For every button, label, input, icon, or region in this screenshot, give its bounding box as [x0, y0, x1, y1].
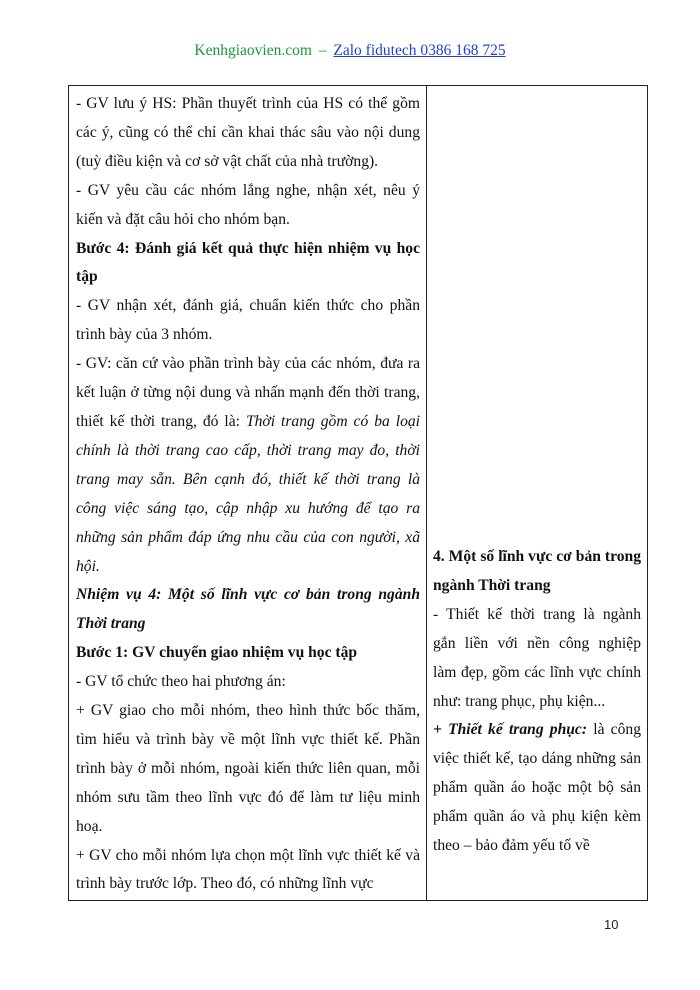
paragraph-evaluate: - GV nhận xét, đánh giá, chuẩn kiến thức cho phần trình bày của 3 nhóm.	[76, 297, 420, 344]
paragraph-conclusion	[76, 350, 420, 581]
conclusion-italic: Thời trang gồm có ba loại chính là thời trang cao cấp, thời trang may đo, thời trang may sẵn. Bên cạnh đó, thiết kế thời trang là công việc sáng tạo, cập nhập xu hướng để tạo ra những sản phẩm đáp ứng nhu cầu của con người, xã hội.	[76, 412, 420, 575]
paragraph-listen: - GV yêu cầu các nhóm lắng nghe, nhận xét, nêu ý kiến và đặt câu hỏi cho nhóm bạn.	[76, 181, 420, 228]
paragraph-option-1: + GV giao cho mỗi nhóm, theo hình thức bốc thăm, tìm hiểu và trình bày về một lĩnh vực thiết kế. Phần trình bày ở mỗi nhóm, ngoài kiến thức liên quan, mỗi nhóm sưu tầm theo lĩnh vực đó để làm tư liệu minh hoạ.	[76, 702, 420, 835]
column-divider	[426, 86, 427, 900]
content-cell	[433, 543, 641, 861]
costume-design-text: là công việc thiết kế, tạo dáng những sản phẩm quần áo hoặc một bộ sản phẩm quần áo và phụ kiện kèm theo – bảo đảm yếu tố về	[433, 721, 641, 855]
paragraph-options: - GV tổ chức theo hai phương án:	[76, 673, 286, 691]
lesson-table	[68, 85, 648, 901]
step1-heading: Bước 1: GV chuyển giao nhiệm vụ học tập	[76, 644, 358, 662]
section4-heading: 4. Một số lĩnh vực cơ bản trong ngành Thời trang	[433, 548, 641, 594]
header-contact-link[interactable]: Zalo fidutech 0386 168 725	[333, 42, 506, 59]
header-site-link[interactable]: Kenhgiaovien.com	[194, 42, 312, 59]
header-separator: –	[318, 42, 327, 59]
task4-heading: Nhiệm vụ 4: Một số lĩnh vực cơ bản trong ngành Thời trang	[76, 586, 420, 633]
teacher-activity-cell	[76, 90, 420, 899]
paragraph-option-2: + GV cho mỗi nhóm lựa chọn một lĩnh vực thiết kế và trình bày trước lớp. Theo đó, có những lĩnh vực	[76, 846, 420, 893]
costume-design-term: + Thiết kế trang phục:	[433, 721, 588, 739]
page-header	[0, 42, 700, 60]
paragraph-note: - GV lưu ý HS: Phần thuyết trình của HS có thể gồm các ý, cũng có thể chỉ cần khai thác sâu vào nội dung (tuỳ điều kiện và cơ sở vật chất của nhà trường).	[76, 95, 420, 170]
conclusion-plain: - GV: căn cứ vào phần trình bày của các nhóm, đưa ra kết luận ở từng nội dung và nhấn mạnh đến thời trang, thiết kế thời trang, đó là:	[76, 355, 420, 430]
page-number: 10	[604, 917, 619, 932]
paragraph-costume-design	[433, 716, 641, 861]
step4-heading: Bước 4: Đánh giá kết quả thực hiện nhiệm vụ học tập	[76, 239, 420, 286]
paragraph-fashion-design: - Thiết kế thời trang là ngành gắn liền với nền công nghiệp làm đẹp, gồm các lĩnh vực chính như: trang phục, phụ kiện...	[433, 605, 641, 710]
